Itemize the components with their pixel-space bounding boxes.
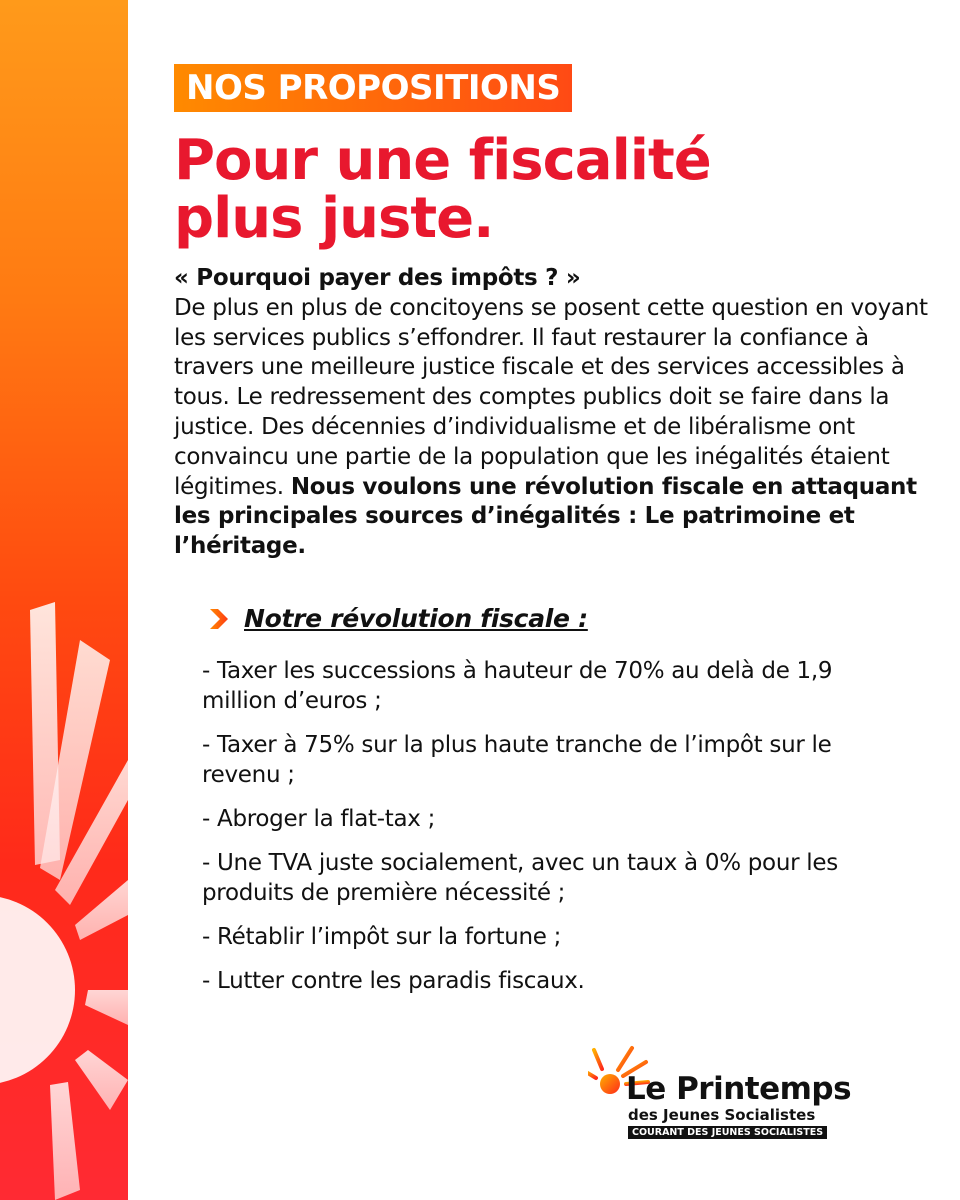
logo-tagline: COURANT DES JEUNES SOCIALISTES — [628, 1126, 827, 1139]
intro-text: De plus en plus de concitoyens se posent cette question en voyant les services publics s’effondrer. Il faut restaurer la confiance à travers une meilleure justice fiscale et des services accessibles à tous. Le redressement des comptes publics doit se faire dans la justice. Des décennies d’individualisme et de libéralisme ont convaincu une partie de la population que les inégalités étaient légitimes. — [174, 294, 928, 500]
title-line-2: plus juste. — [174, 186, 494, 251]
intro-emphasis: Nous voulons une révolution fiscale en attaquant les principales sources d’inégalités : Le patrimoine et l’héritage. — [174, 473, 917, 560]
intro-question: « Pourquoi payer des impôts ? » — [174, 265, 581, 291]
decorative-side-band — [0, 0, 128, 1200]
organization-logo — [588, 1036, 878, 1146]
section-tag: NOS PROPOSITIONS — [174, 64, 572, 112]
list-item: - Rétablir l’impôt sur la fortune ; — [202, 924, 562, 950]
logo-title: Le Printemps — [626, 1071, 852, 1107]
list-item: - Abroger la flat-tax ; — [202, 806, 436, 832]
logo-subtitle: des Jeunes Socialistes — [628, 1106, 816, 1124]
list-item: - Une TVA juste socialement, avec un taux à 0% pour les produits de première nécessité ; — [202, 850, 838, 906]
chevron-right-icon — [208, 608, 230, 630]
measures-list — [202, 656, 902, 1010]
sunburst-icon — [0, 0, 128, 1200]
intro-paragraph — [174, 264, 934, 562]
list-item: - Taxer les successions à hauteur de 70% au delà de 1,9 million d’euros ; — [202, 658, 833, 714]
page-title — [174, 128, 934, 251]
list-item: - Taxer à 75% sur la plus haute tranche de l’impôt sur le revenu ; — [202, 732, 832, 788]
sub-heading — [208, 604, 588, 633]
sub-heading-label: Notre révolution fiscale : — [244, 604, 588, 633]
list-item: - Lutter contre les paradis fiscaux. — [202, 968, 585, 994]
title-line-1: Pour une fiscalité — [174, 128, 711, 193]
